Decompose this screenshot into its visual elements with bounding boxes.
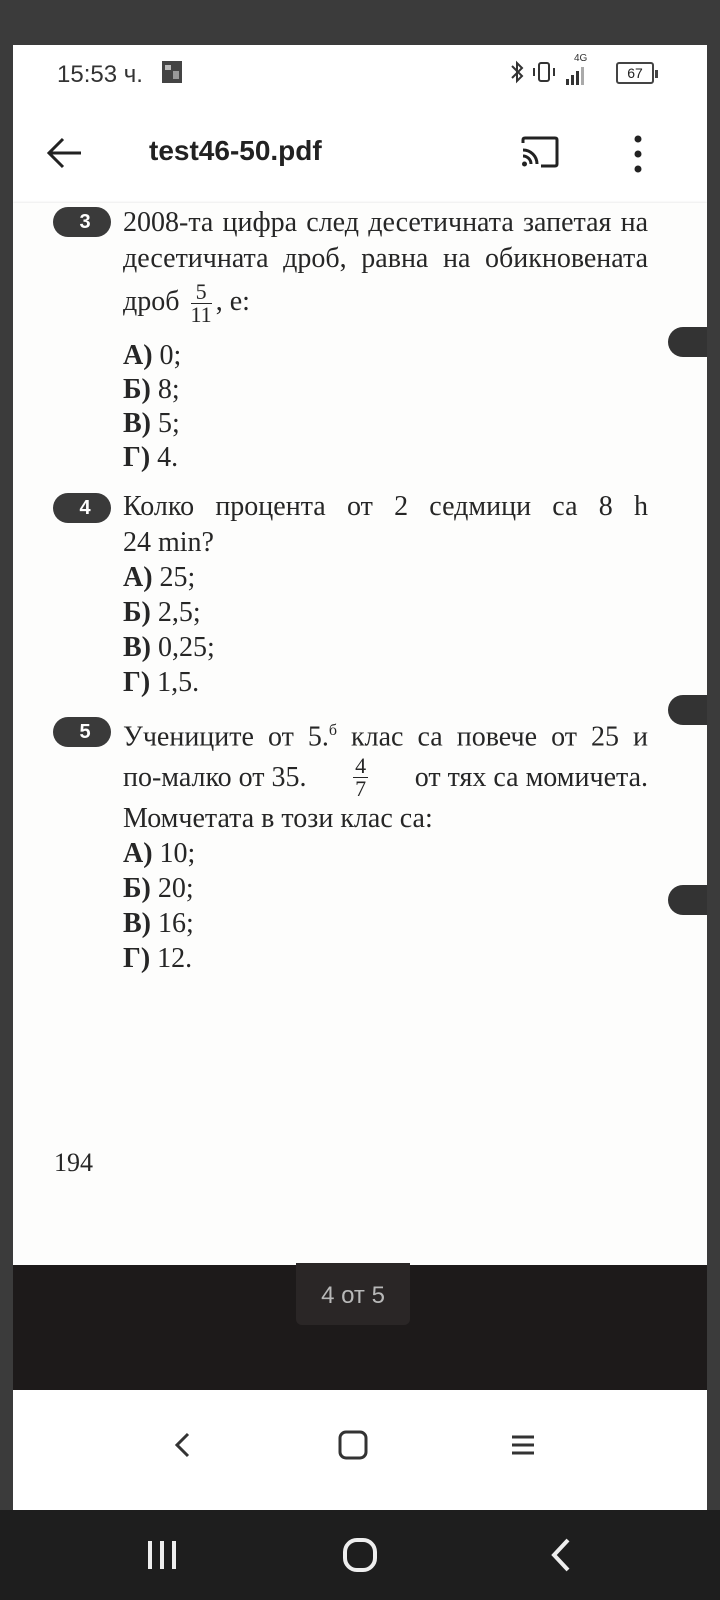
- question-text-line: Колко процента от 2 седмици са 8 h: [123, 491, 648, 522]
- cast-button[interactable]: [517, 133, 563, 173]
- arrow-left-icon: [43, 131, 87, 175]
- question-text-line: Момчетата в този клас са:: [123, 803, 433, 834]
- fraction-numerator: 4: [355, 753, 367, 778]
- option-value: 0;: [159, 340, 182, 371]
- question-text-line: 2008-та цифра след десетичната запетая на: [123, 207, 648, 238]
- bluetooth-icon: [508, 59, 526, 85]
- option-value: 5;: [158, 408, 180, 439]
- device-right-bezel: [707, 45, 720, 1510]
- question-text: по-малко от 35.: [123, 761, 307, 793]
- option-letter: Б): [123, 597, 151, 628]
- question-text-line: десетичната дроб, равна на обикновената: [123, 243, 648, 274]
- status-icons: [508, 53, 592, 87]
- pdf-page[interactable]: [13, 203, 707, 1268]
- answer-option: [123, 666, 199, 700]
- more-options-button[interactable]: [623, 129, 653, 179]
- answer-option: [123, 837, 195, 871]
- status-time: 15:53 ч.: [57, 61, 143, 88]
- document-title: test46-50.pdf: [149, 135, 322, 166]
- option-value: 25;: [159, 562, 196, 593]
- answer-option: [123, 339, 181, 373]
- question-text: дроб: [123, 285, 180, 317]
- fraction-denominator: 11: [190, 302, 212, 327]
- option-letter: Б): [123, 873, 151, 904]
- question-text: , е:: [215, 285, 250, 317]
- option-letter: Г): [123, 667, 151, 698]
- back-icon: [544, 1535, 580, 1575]
- answer-option: [123, 872, 194, 906]
- phone-screen: [13, 45, 707, 1510]
- fraction: [191, 281, 212, 326]
- recents-button[interactable]: [134, 1530, 190, 1580]
- nav-back-button[interactable]: [158, 1420, 208, 1470]
- device-top-bezel: [0, 0, 720, 45]
- option-letter: В): [123, 632, 151, 663]
- page-indicator: 4 от 5: [296, 1263, 410, 1325]
- answer-option: [123, 373, 180, 407]
- question-text-line: [123, 755, 648, 800]
- question-text-line: 24 min?: [123, 527, 214, 558]
- option-value: 10;: [159, 838, 196, 869]
- question-number-badge: 3: [53, 207, 111, 237]
- question-text: клас са повече от 25 и: [337, 721, 648, 753]
- status-bar: [13, 45, 707, 105]
- cast-icon: [517, 133, 563, 173]
- home-button[interactable]: [332, 1530, 388, 1580]
- question-text: Учениците от 5.: [123, 721, 329, 753]
- answer-option: [123, 596, 201, 630]
- option-letter: А): [123, 838, 153, 869]
- class-letter-superscript: б: [328, 722, 338, 739]
- battery-indicator: [616, 62, 654, 84]
- question-number-badge: 5: [53, 717, 111, 747]
- answer-option: [123, 441, 178, 475]
- device-left-bezel: [0, 45, 13, 1510]
- system-back-button[interactable]: [534, 1530, 590, 1580]
- option-letter: В): [123, 408, 151, 439]
- page-edge-marker: [668, 327, 707, 357]
- option-value: 20;: [157, 873, 194, 904]
- network-type-label: 4G: [574, 53, 588, 64]
- option-value: 2,5;: [157, 597, 201, 628]
- option-value: 1,5.: [157, 667, 200, 698]
- answer-option: [123, 561, 195, 595]
- option-letter: В): [123, 908, 151, 939]
- nav-menu-button[interactable]: [498, 1420, 548, 1470]
- more-vert-icon: [623, 129, 653, 179]
- option-value: 8;: [157, 374, 180, 405]
- option-value: 0,25;: [158, 632, 215, 663]
- answer-option: [123, 631, 215, 665]
- option-value: 16;: [158, 908, 194, 939]
- recents-icon: [142, 1537, 182, 1573]
- option-letter: Г): [123, 943, 151, 974]
- option-letter: А): [123, 340, 153, 371]
- inner-navigation-bar: [13, 1390, 707, 1510]
- answer-option: [123, 407, 180, 441]
- question-text-line: [123, 281, 648, 326]
- answer-option: [123, 942, 192, 976]
- option-letter: Г): [123, 442, 151, 473]
- question-number-badge: 4: [53, 493, 111, 523]
- fraction-denominator: 7: [355, 776, 367, 801]
- page-edge-marker: [668, 695, 707, 725]
- battery-level: 67: [627, 65, 643, 81]
- square-icon: [336, 1428, 370, 1462]
- option-value: 4.: [157, 442, 179, 473]
- vibrate-icon: [530, 59, 558, 85]
- signal-4g-icon: [562, 53, 592, 87]
- home-icon: [340, 1535, 380, 1575]
- option-value: 12.: [157, 943, 193, 974]
- option-letter: Б): [123, 374, 151, 405]
- back-button[interactable]: [43, 131, 87, 175]
- nav-home-button[interactable]: [328, 1420, 378, 1470]
- page-edge-marker: [668, 885, 707, 915]
- fraction: [353, 755, 368, 800]
- page-number: 194: [54, 1148, 93, 1177]
- chevron-left-icon: [168, 1430, 198, 1460]
- fraction-numerator: 5: [191, 281, 212, 304]
- menu-icon: [508, 1430, 538, 1460]
- question-text: от тях са момичета.: [414, 761, 648, 793]
- question-text-line: [123, 713, 648, 755]
- gallery-notification-icon: [161, 59, 183, 85]
- answer-option: [123, 907, 194, 941]
- app-bar: [13, 105, 707, 205]
- option-letter: А): [123, 562, 153, 593]
